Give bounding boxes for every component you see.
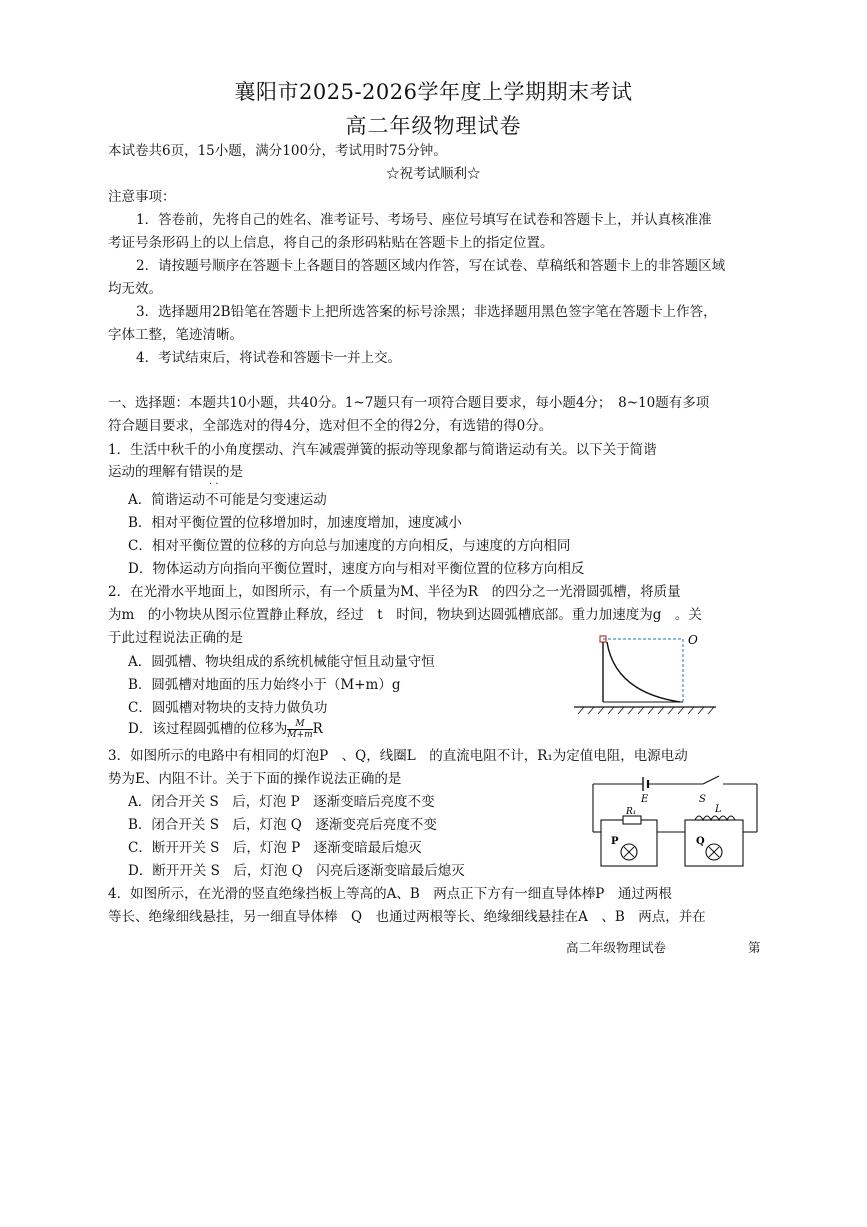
q3-option-c: C．断开开关 S 后，灯泡 P 逐渐变暗最后熄灭 (128, 840, 422, 856)
exam-wish: ☆祝考试顺利☆ (386, 166, 481, 182)
inductor-label: L (715, 804, 722, 815)
q2-option-d-suffix: R (312, 721, 323, 737)
q2-stem-cont: 为m 的小物块从图示位置静止释放，经过 t 时间，物块到达圆弧槽底部。重力加速度为g 。关 (108, 607, 702, 623)
q1-stem: 1．生活中秋千的小角度摆动、汽车减震弹簧的振动等现象都与简谐运动有关。以下关于简谐 (108, 442, 657, 458)
q3-option-d: D．断开开关 S 后，灯泡 Q 闪亮后逐渐变暗最后熄灭 (128, 863, 465, 879)
q3-stem: 3．如图所示的电路中有相同的灯泡P 、Q，线圈L 的直流电阻不计，R₁为定值电阻，电源电动 (108, 748, 688, 764)
circuit-figure (585, 772, 765, 872)
q2-option-c: C．圆弧槽对物块的支持力做负功 (128, 700, 328, 716)
q3-option-a: A．闭合开关 S 后，灯泡 P 逐渐变暗后亮度不变 (128, 794, 435, 810)
q4-stem: 4．如图所示，在光滑的竖直绝缘挡板上等高的A、B 两点正下方有一细直导体棒P 通过两根 (108, 886, 672, 902)
q1-option-d: D．物体运动方向指向平衡位置时，速度方向与相对平衡位置的位移方向相反 (128, 561, 585, 577)
point-o-label: O (688, 633, 698, 647)
fraction (287, 719, 312, 740)
footer-page: 第 (748, 940, 761, 955)
q2-option-b: B．圆弧槽对地面的压力始终小于（M+m）g (128, 677, 401, 693)
battery-label: E (641, 794, 649, 805)
emphasis-dots: · · (209, 479, 219, 490)
lamp-p-label: P (611, 836, 619, 847)
q1-option-b: B．相对平衡位置的位移增加时，加速度增加，速度减小 (128, 515, 462, 531)
q2-stem: 2．在光滑水平地面上，如图所示，有一个质量为M、半径为R 的四分之一光滑圆弧槽，将质量 (108, 584, 681, 600)
q2-option-d (128, 719, 323, 740)
q1-stem-cont: 运动的理解有错误的是 (108, 464, 243, 480)
footer-title: 高二年级物理试卷 (566, 940, 667, 955)
arc-groove-figure (570, 630, 720, 718)
q2-option-a: A．圆弧槽、物块组成的系统机械能守恒且动量守恒 (128, 654, 435, 670)
note-line: 2．请按题号顺序在答题卡上各题目的答题区域内作答，写在试卷、草稿纸和答题卡上的非答题区域 (136, 258, 726, 274)
q1-option-a: A．简谐运动不可能是匀变速运动 (128, 492, 327, 508)
q1-option-c: C．相对平衡位置的位移的方向总与加速度的方向相反，与速度的方向相同 (128, 538, 571, 554)
exam-title: 襄阳市2025-2026学年度上学期期末考试 (234, 80, 633, 104)
q3-stem-cont: 势为E、内阻不计。关于下面的操作说法正确的是 (108, 771, 402, 787)
q2-option-d-text: D．该过程圆弧槽的位移为 (128, 721, 288, 737)
note-line: 考证号条形码上的以上信息，将自己的条形码粘贴在答题卡上的指定位置。 (108, 235, 554, 251)
fraction-numerator: M (287, 719, 312, 730)
section-heading: 一、选择题：本题共10小题，共40分。1~7题只有一项符合题目要求，每小题4分； 8~10题有多项 (108, 395, 710, 411)
notes-heading: 注意事项： (108, 189, 176, 205)
q3-option-b: B．闭合开关 S 后，灯泡 Q 逐渐变亮后亮度不变 (128, 817, 437, 833)
q4-stem-cont: 等长、绝缘细线悬挂，另一细直导体棒 Q 也通过两根等长、绝缘细线悬挂在A 、B 两点，并在 (108, 909, 706, 925)
note-line: 均无效。 (108, 281, 162, 297)
section-heading-cont: 符合题目要求，全部选对的得4分，选对但不全的得2分，有选错的得0分。 (108, 418, 553, 434)
lamp-q-label: Q (696, 836, 705, 847)
resistor-label: R₁ (626, 807, 637, 817)
note-line: 4．考试结束后，将试卷和答题卡一并上交。 (136, 350, 402, 366)
note-line: 1．答卷前，先将自己的姓名、准考证号、考场号、座位号填写在试卷和答题卡上，并认真核准准 (136, 212, 712, 228)
note-line: 字体工整，笔迹清晰。 (108, 327, 243, 343)
q2-stem-cont: 于此过程说法正确的是 (108, 630, 243, 646)
fraction-denominator: M+m (287, 730, 313, 740)
exam-subtitle: 高二年级物理试卷 (345, 114, 522, 138)
exam-info: 本试卷共6页，15小题，满分100分，考试用时75分钟。 (108, 143, 447, 159)
note-line: 3．选择题用2B铅笔在答题卡上把所选答案的标号涂黑；非选择题用黑色签字笔在答题卡上作答， (136, 304, 717, 320)
switch-label: S (699, 794, 706, 805)
